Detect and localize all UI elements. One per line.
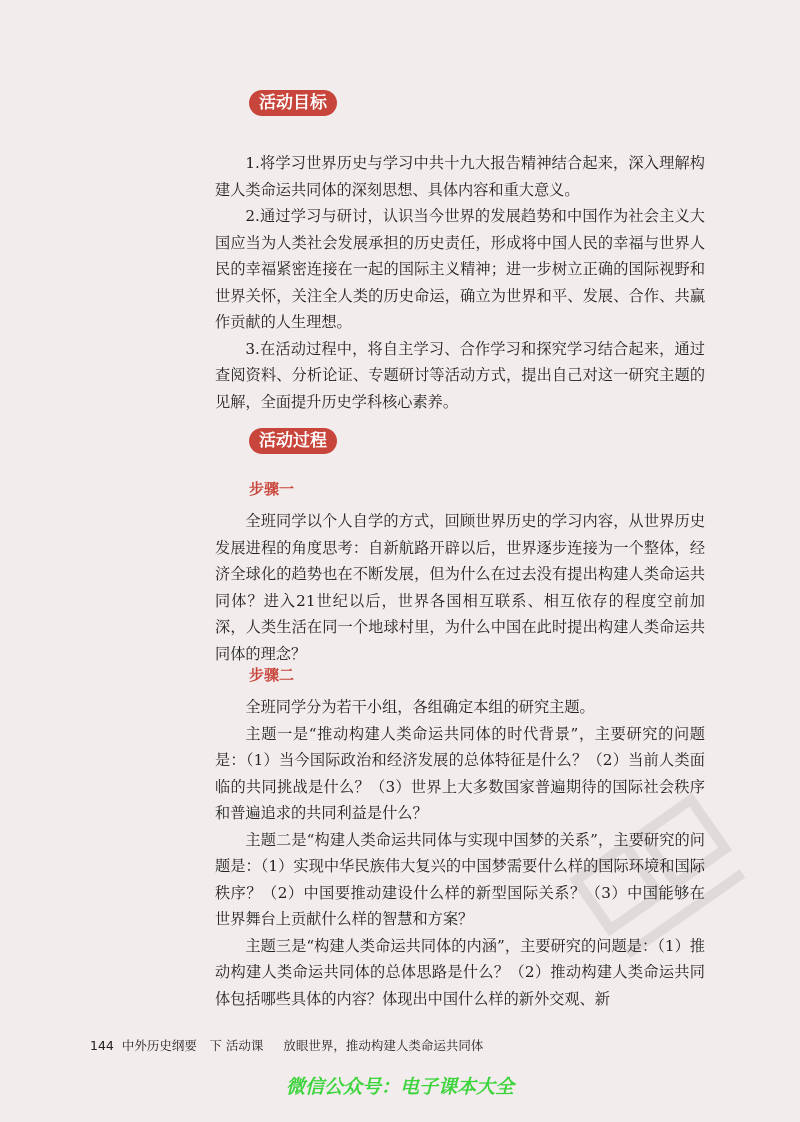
book-title: 中外历史纲要 下 活动课: [121, 1038, 264, 1053]
goal-paragraph-3: 3.在活动过程中，将自主学习、合作学习和探究学习结合起来，通过查阅资料、分析论证、专题研讨等活动方式，提出自己对这一研究主题的见解，全面提升历史学科核心素养。: [215, 339, 705, 411]
goal-paragraph-1: 1.将学习世界历史与学习中共十九大报告精神结合起来，深入理解构建人类命运共同体的深刻思想、具体内容和重大意义。: [215, 154, 705, 199]
step-one-label: 步骤一: [249, 480, 295, 498]
watermark-graphic: [565, 770, 765, 1000]
step-two-paragraph-topic1: 主题一是“推动构建人类命运共同体的时代背景”，主要研究的问题是：（1）当今国际政治和经济发展的总体特征是什么？（2）当前人类面临的共同挑战是什么？（3）世界上大多数国家普遍期待的国际社会秩序和普遍追求的共同利益是什么？: [215, 724, 705, 822]
section-goals-heading: 活动目标: [249, 90, 337, 116]
goals-text: [215, 150, 705, 415]
chapter-title: 放眼世界，推动构建人类命运共同体: [283, 1038, 484, 1053]
step-two-label: 步骤二: [249, 666, 295, 684]
wechat-banner: 微信公众号：电子课本大全: [285, 1076, 514, 1098]
step-two-paragraph-intro: 全班同学分为若干小组，各组确定本组的研究主题。: [245, 698, 595, 716]
step-two-paragraph-topic3: 主题三是“构建人类命运共同体的内涵”，主要研究的问题是：（1）推动构建人类命运共同体的总体思路是什么？（2）推动构建人类命运共同体包括哪些具体的内容？体现出中国什么样的新外交观、新: [215, 936, 705, 1008]
section-process-heading: 活动过程: [249, 428, 337, 454]
goal-paragraph-2: 2.通过学习与研讨，认识当今世界的发展趋势和中国作为社会主义大国应当为人类社会发展承担的历史责任，形成将中国人民的幸福与世界人民的幸福紧密连接在一起的国际主义精神；进一步树立正确的国际视野和世界关怀，关注全人类的历史命运，确立为世界和平、发展、合作、共赢作贡献的人生理想。: [215, 207, 705, 331]
step-two-paragraph-topic2: 主题二是“构建人类命运共同体与实现中国梦的关系”，主要研究的问题是：（1）实现中华民族伟大复兴的中国梦需要什么样的国际环境和国际秩序？（2）中国要推动建设什么样的新型国际关系？（3）中国能够在世界舞台上贡献什么样的智慧和方案？: [215, 830, 705, 928]
page-footer: [90, 1036, 483, 1054]
step-one-text: [215, 508, 705, 667]
step-one-paragraph: 全班同学以个人自学的方式，回顾世界历史的学习内容，从世界历史发展进程的角度思考：自新航路开辟以后，世界逐步连接为一个整体，经济全球化的趋势也在不断发展，但为什么在过去没有提出构建人类命运共同体？进入21世纪以后，世界各国相互联系、相互依存的程度空前加深，人类生活在同一个地球村里，为什么中国在此时提出构建人类命运共同体的理念？: [215, 512, 705, 663]
page-number: 144: [90, 1038, 114, 1053]
